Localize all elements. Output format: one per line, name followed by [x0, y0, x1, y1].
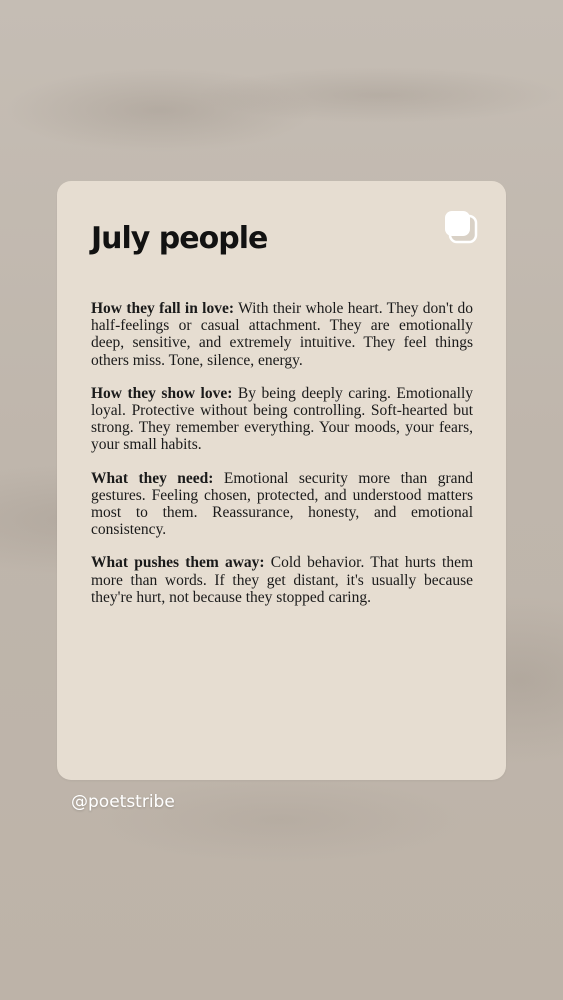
section-text: Cold behavior. That hurts them more than words. If they get distant, it's usually because they're hurt, not because they stopped caring.: [91, 554, 474, 606]
section-heading: What pushes them away:: [91, 554, 265, 572]
section-show-love: [91, 385, 473, 454]
section-heading: How they show love:: [91, 384, 233, 402]
section-heading: How they fall in love:: [91, 300, 235, 317]
section-heading: What they need:: [91, 469, 214, 487]
card-title: July people: [91, 221, 268, 256]
section-text: Emotional security more than grand gestures. Feeling chosen, protected, and understood matters most to them. Reassurance, honesty, and emotional consistency.: [91, 469, 474, 539]
quote-card: [57, 181, 506, 780]
section-what-they-need: [91, 470, 473, 539]
section-fall-in-love: [91, 300, 473, 369]
section-pushes-away: [91, 554, 473, 606]
card-body: [91, 300, 473, 622]
author-handle: @poetstribe: [71, 792, 175, 812]
section-text: With their whole heart. They don't do half-feelings or casual attachment. They are emotionally deep, sensitive, and extremely intuitive. They feel things others miss. Tone, silence, energy.: [91, 300, 473, 369]
section-text: By being deeply caring. Emotionally loyal. Protective without being controlling. Soft-hearted but strong. They remember everything. Your moods, your fears, your small habits.: [91, 384, 474, 454]
stacked-squares-icon[interactable]: [442, 208, 478, 244]
